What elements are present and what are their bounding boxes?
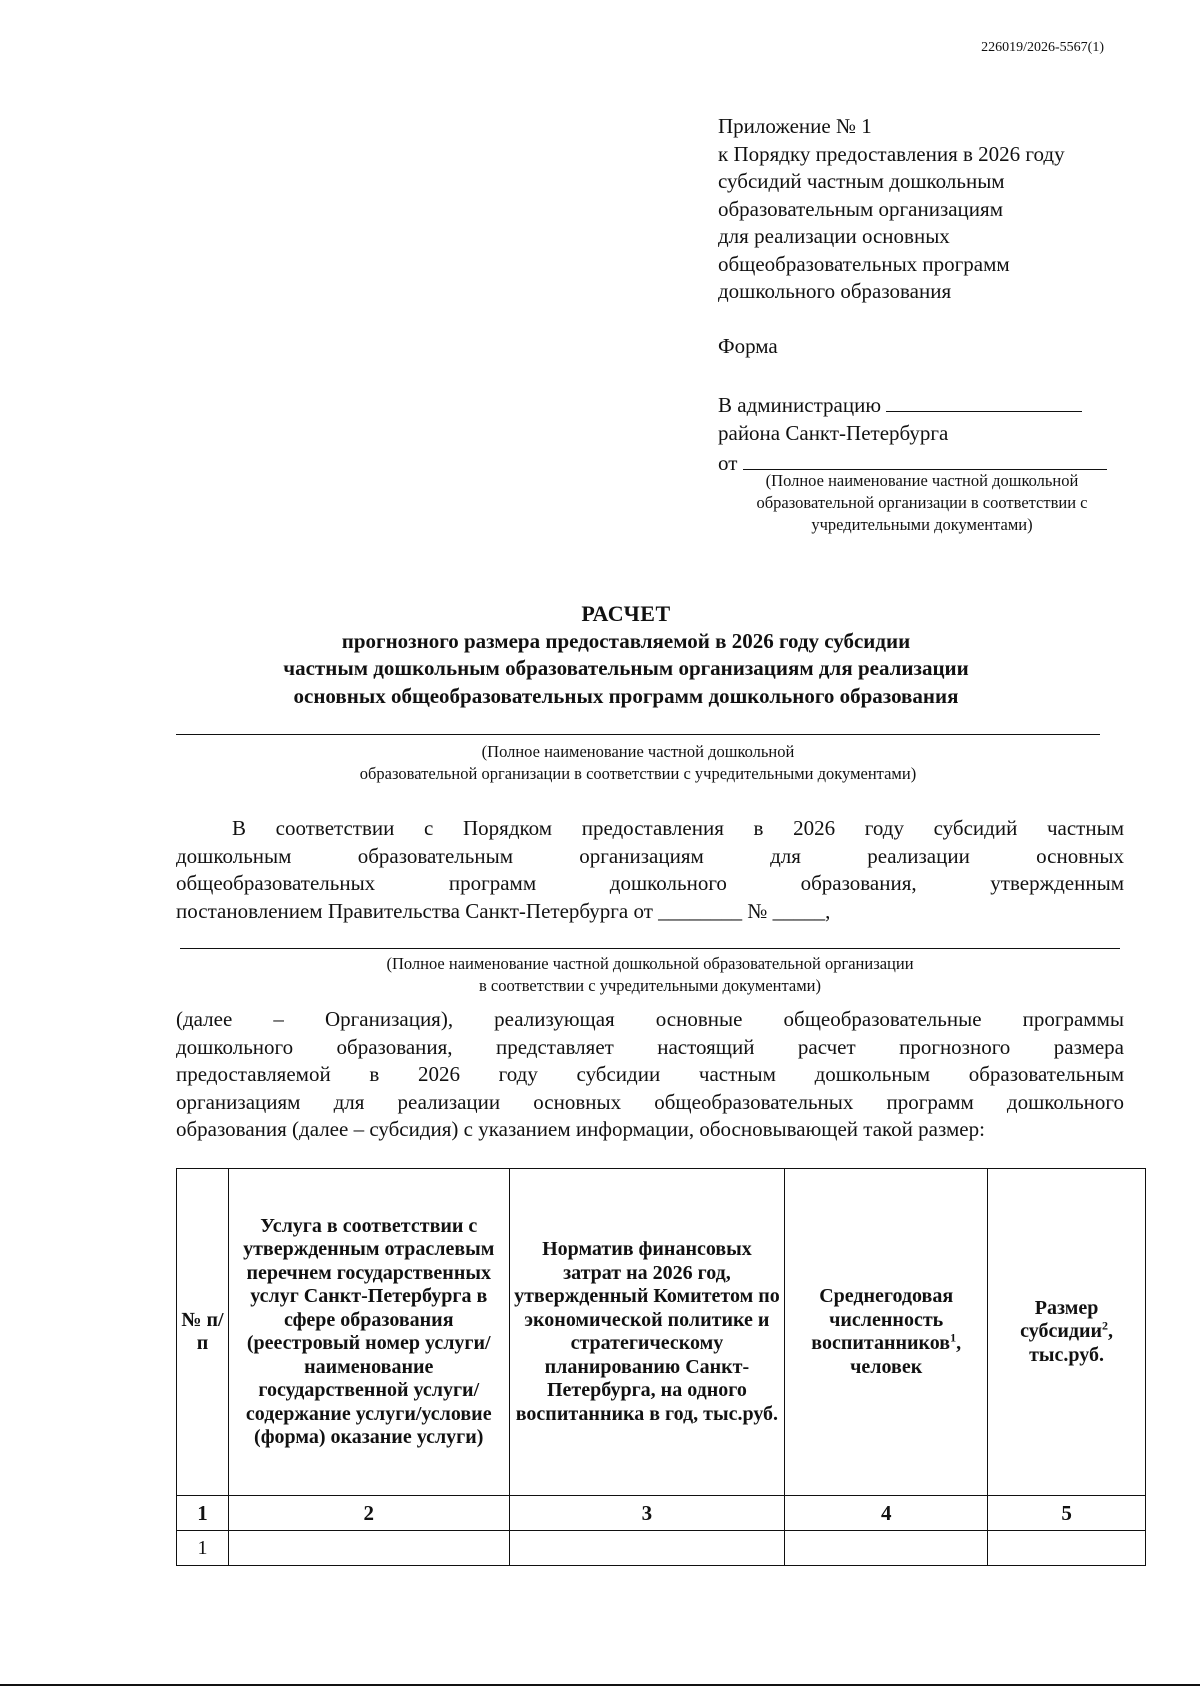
paragraph-line: предоставляемой в 2026 году субсидии частным дошкольным образовательным xyxy=(176,1062,1124,1086)
footnote-marker: 1 xyxy=(950,1330,957,1345)
intro-paragraph xyxy=(176,815,1124,925)
paragraph-line: постановлением Правительства Санкт-Петербурга от ________ № _____, xyxy=(176,898,831,923)
header-subsidy-amount xyxy=(988,1169,1146,1496)
addressee-to-row xyxy=(718,389,1138,420)
note-line: в соответствии с учредительными документами) xyxy=(478,976,821,995)
addressee-to-label: В администрацию xyxy=(718,393,882,417)
appendix-line: к Порядку предоставления в 2026 году xyxy=(718,141,1065,166)
header-row-number: № п/п xyxy=(177,1169,229,1496)
appendix-line: общеобразовательных программ xyxy=(718,251,1010,276)
column-number: 1 xyxy=(177,1496,229,1531)
footnote-marker: 2 xyxy=(1102,1318,1109,1333)
header-average-count-label: Среднегодовая численность воспитанников xyxy=(811,1285,954,1354)
addressee-block xyxy=(718,389,1138,478)
title-line: основных общеобразовательных программ дошкольного образования xyxy=(293,683,959,708)
note-line: (Полное наименование частной дошкольной xyxy=(481,742,795,761)
organization-name-line[interactable] xyxy=(176,734,1100,735)
column-number: 3 xyxy=(509,1496,785,1531)
title-main: РАСЧЕТ xyxy=(581,601,671,626)
paragraph-line: общеобразовательных программ дошкольного образования, утвержденным xyxy=(176,871,1124,895)
appendix-line: Приложение № 1 xyxy=(718,114,872,138)
paragraph-line: дошкольного образования, представляет настоящий расчет прогнозного размера xyxy=(176,1034,1124,1059)
document-registration-number: 226019/2026-5567(1) xyxy=(981,40,1104,55)
organization-name-note-2 xyxy=(180,953,1120,997)
paragraph-line: дошкольным образовательным организациям для реализации основных xyxy=(176,843,1124,868)
service-cell[interactable] xyxy=(228,1531,509,1566)
cost-norm-cell[interactable] xyxy=(509,1531,785,1566)
subsidy-amount-cell[interactable] xyxy=(988,1531,1146,1566)
paragraph-line: образования (далее – субсидия) с указанием информации, обосновывающей такой размер: xyxy=(176,1117,985,1141)
appendix-header xyxy=(718,113,1158,306)
description-paragraph xyxy=(176,1006,1124,1144)
average-count-cell[interactable] xyxy=(785,1531,988,1566)
appendix-line: дошкольного образования xyxy=(718,279,952,303)
title-line: прогнозного размера предоставляемой в 2026 году субсидии xyxy=(341,628,911,653)
title-line: частным дошкольным образовательным организациям для реализации xyxy=(283,656,969,680)
row-number-cell: 1 xyxy=(177,1531,229,1566)
column-number: 5 xyxy=(988,1496,1146,1531)
appendix-line: субсидий частным дошкольным xyxy=(718,169,1005,193)
header-service: Услуга в соответствии с утвержденным отраслевым перечнем государственных услуг Санкт-Петербурга в сфере образования (реестровый номер услуги/наименование государственной услуги/содержание услуги/условие (форма) оказание услуги) xyxy=(228,1169,509,1496)
appendix-line: для реализации основных xyxy=(718,224,950,248)
appendix-line: образовательным организациям xyxy=(718,196,1003,221)
header-subsidy-amount-label: Размер субсидии xyxy=(1020,1296,1103,1343)
paragraph-line: организациям для реализации основных общеобразовательных программ дошкольного xyxy=(176,1089,1124,1114)
form-label: Форма xyxy=(718,334,778,358)
table-header-row xyxy=(177,1169,1146,1496)
addressee-from-label: от xyxy=(718,451,738,475)
header-average-count xyxy=(785,1169,988,1496)
addressee-district: района Санкт-Петербурга xyxy=(718,420,949,445)
note-line: образовательной организации в соответствии с учредительными документами) xyxy=(359,764,917,783)
page-bottom-edge-line xyxy=(0,1684,1200,1686)
column-number: 4 xyxy=(785,1496,988,1531)
column-number-row xyxy=(177,1496,1146,1531)
table-row xyxy=(177,1531,1146,1566)
document-title xyxy=(176,600,1076,710)
organization-blank-field[interactable] xyxy=(743,447,1107,470)
paragraph-line: (далее – Организация), реализующая основные общеобразовательные программы xyxy=(176,1007,1124,1031)
note-line: (Полное наименование частной дошкольной образовательной организации xyxy=(386,954,914,973)
administration-blank-field[interactable] xyxy=(886,389,1082,412)
header-average-count-tail: , человек xyxy=(850,1332,962,1378)
header-cost-norm: Норматив финансовых затрат на 2026 год, утвержденный Комитетом по экономической политике и стратегическому планированию Санкт-Петербурга, на одного воспитанника в год, тыс.руб. xyxy=(509,1169,785,1496)
column-number: 2 xyxy=(228,1496,509,1531)
organization-name-line-2[interactable] xyxy=(180,948,1120,949)
addressee-note: (Полное наименование частной дошкольной образовательной организации в соответствии с учредительными документами) xyxy=(756,471,1088,534)
subsidy-calculation-table xyxy=(176,1168,1146,1566)
header-subsidy-amount-tail: , тыс.руб. xyxy=(1029,1320,1114,1366)
paragraph-line: В соответствии с Порядком предоставления в 2026 году субсидий частным xyxy=(232,816,1124,840)
organization-name-note xyxy=(176,741,1100,785)
